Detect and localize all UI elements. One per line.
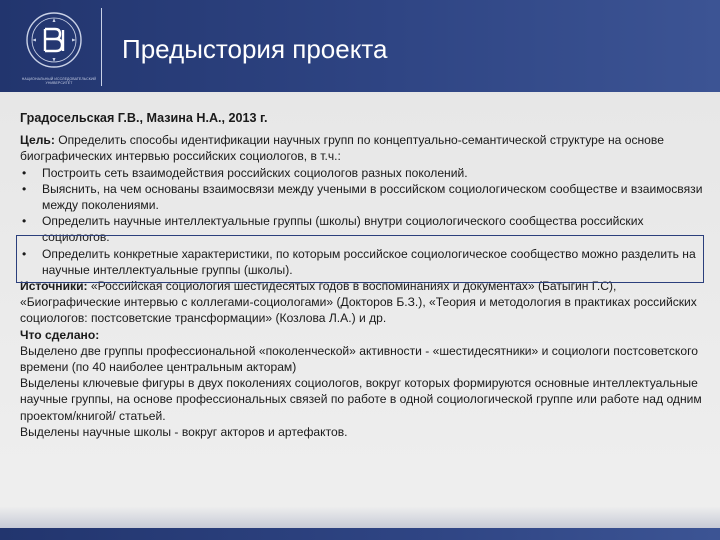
bullet-icon: • [22, 181, 27, 196]
done-label: Что сделано: [20, 327, 100, 342]
list-item: • Определить научные интеллектуальные группы (школы) внутри социологического сообщества российских социологов. [22, 214, 644, 245]
bullet-icon: • [22, 246, 27, 261]
authors-heading: Градосельская Г.В., Мазина Н.А., 2013 г. [20, 111, 268, 125]
goal-text: Определить способы идентификации научных групп по концептуально-семантической структуре на основе биографических интервью российских социологов, в т.ч.: [20, 133, 664, 164]
done-item: Выделены научные школы - вокруг акторов и артефактов. [20, 424, 348, 439]
sources-label: Источники: [20, 279, 88, 294]
list-item: • Построить сеть взаимодействия российских социологов разных поколений. [22, 165, 468, 180]
logo-caption: НАЦИОНАЛЬНЫЙ ИССЛЕДОВАТЕЛЬСКИЙ УНИВЕРСИТЕТ [21, 77, 97, 85]
done-item: Выделено две группы профессиональной «поколенческой» активности - «шестидесятники» и социологи постсоветского времени (по 40 наиболее центральным акторам) [20, 343, 698, 375]
goal-paragraph [20, 132, 708, 164]
bullet-icon: • [22, 214, 27, 229]
university-emblem-icon [8, 6, 100, 76]
done-item: Выделены ключевые фигуры в двух поколениях социологов, вокруг которых формируются основные интеллектуальные научные группы, на основе профессиональных связей по работе в одной социологической группе или работе над одним проектом/книгой/ статьей. [20, 376, 702, 423]
goal-label: Цель: [20, 133, 55, 148]
footer-bar [0, 528, 720, 540]
list-item: • Выяснить, на чем основаны взаимосвязи между учеными в российском социологическом сообществе и взаимосвязи между поколениями. [22, 181, 703, 213]
sources-paragraph [20, 278, 708, 327]
header-banner [0, 0, 720, 92]
sources-text: «Российская социология шестидесятых годов в воспоминаниях и документах» (Батыгин Г.С), «Биографические интервью с коллегами-социологами» (Докторов Б.З.), «Теория и методология в практиках российских социологов: постсоветские трансформации» (Козлова Л.А.) и др. [20, 279, 697, 326]
header-divider [101, 8, 102, 86]
bullet-icon: • [22, 165, 27, 180]
hse-logo [8, 6, 100, 90]
highlight-frame [16, 235, 704, 283]
page-title: Предыстория проекта [122, 34, 388, 64]
list-item: • Определить конкретные характеристики, по которым российское социологическое сообщество можно разделить на научные интеллектуальные группы (школы). [22, 246, 696, 277]
